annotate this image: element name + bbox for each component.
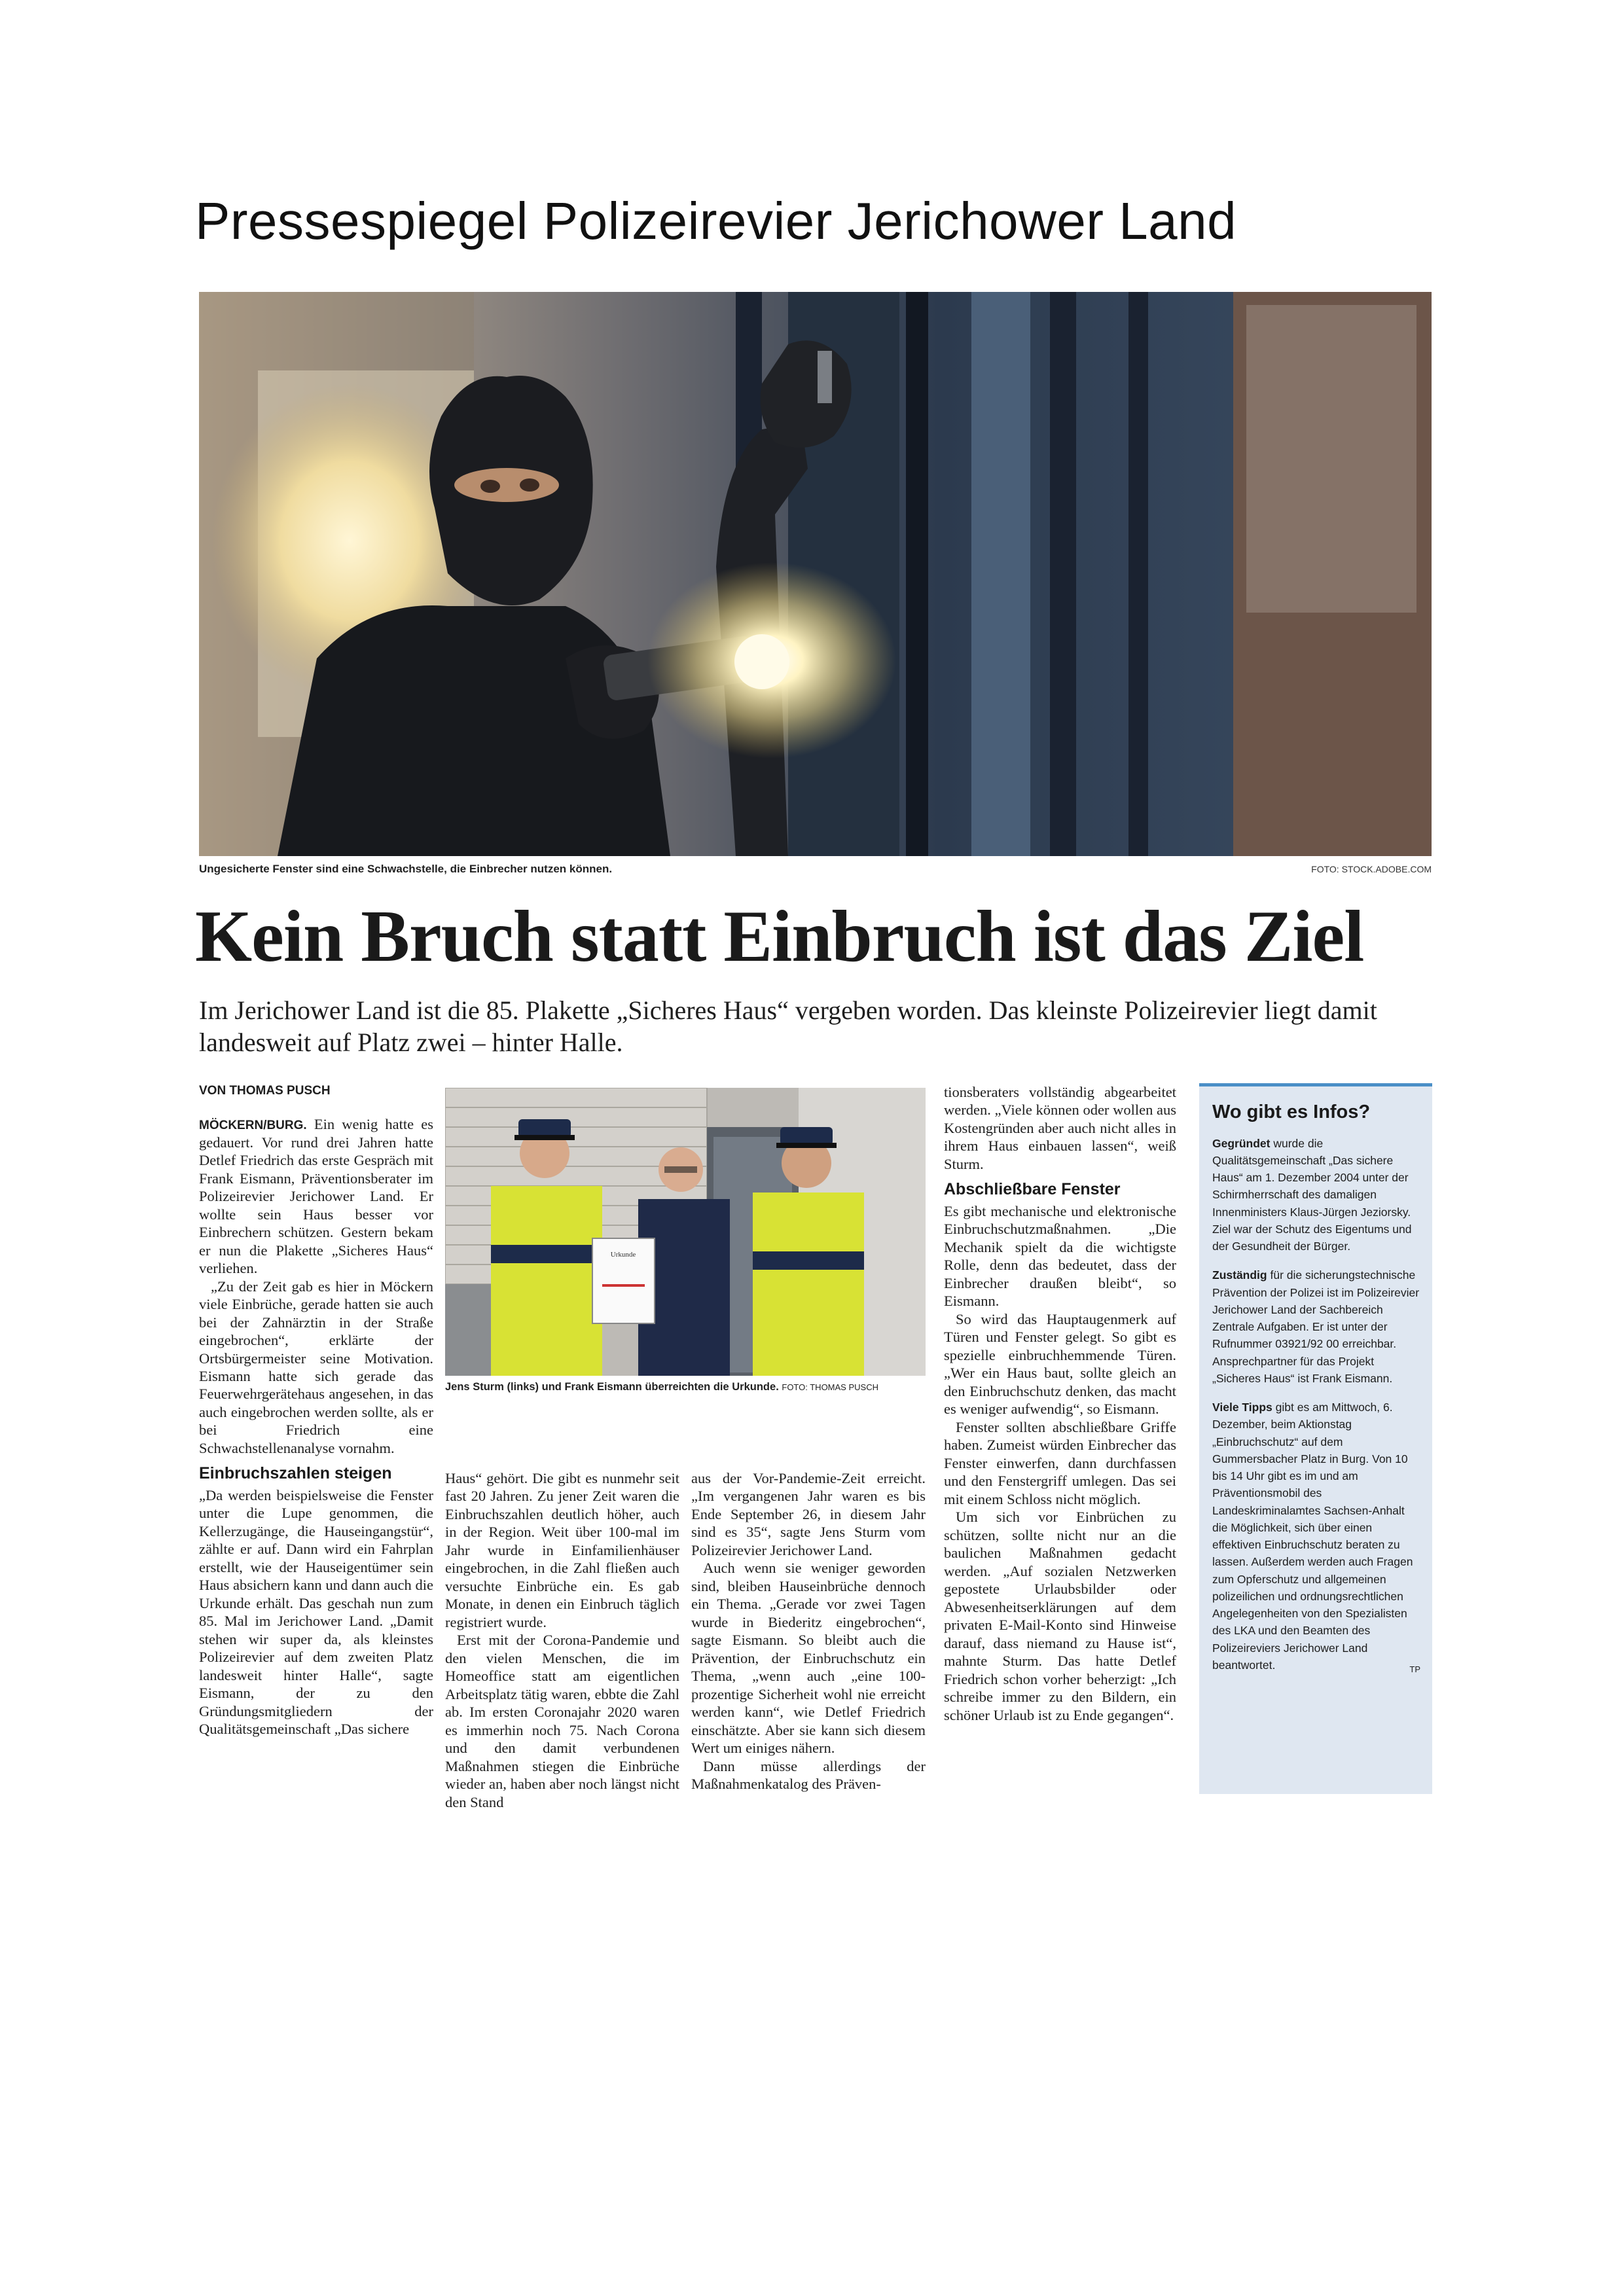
article-paragraph [199, 1115, 433, 1277]
info-text: wurde die Qualitätsgemeinschaft „Das sichere Haus“ am 1. Dezember 2004 unter der Schirmherrschaft des damaligen Innenministers Klaus-Jürgen Jeziorsky. Ziel war der Schutz des Eigentums und der Gesundheit der Bürger. [1212, 1136, 1412, 1253]
article-column-2 [445, 1469, 679, 1811]
section-heading: Einbruchszahlen steigen [199, 1464, 392, 1483]
article-paragraph: tionsberaters vollständig abgearbeitet werden. „Viele können oder wollen aus Kostengründen aber auch nicht alles in ihrem Haus einbauen lassen“, weiß Sturm. [944, 1084, 1176, 1172]
article-paragraph: Es gibt mechanische und elektronische Einbruchschutzmaßnahmen. „Die Mechanik spielt da die wichtigste Rolle, denn das bedeutet, dass der Einbrecher draußen bleibt“, so Eismann. [944, 1202, 1176, 1310]
hero-caption-text: Ungesicherte Fenster sind eine Schwachstelle, die Einbrecher nutzen können. [199, 863, 613, 875]
award-photo [445, 1088, 926, 1376]
paragraph-text: Ein wenig hatte es gedauert. Vor rund drei Jahren hatte Detlef Friedrich das erste Gespräch mit Frank Eismann, Präventionsberater im Polizeirevier Jerichower Land. Er wollte sein Haus besser vor Einbrechern schützen. Gestern bekam er nun die Plakette „Sicheres Haus“ verliehen. [199, 1116, 433, 1277]
article-paragraph: So wird das Hauptaugenmerk auf Türen und Fenster gelegt. So gibt es spezielle einbruchhemmende Türen. „Wer ein Haus baut, sollte gleich an den Einbruchschutz denken, das macht es weniger aufwendig“, so Eismann. [944, 1310, 1176, 1418]
article-paragraph: Dann müsse allerdings der Maßnahmenkatalog des Präven- [691, 1757, 926, 1793]
article-paragraph: Um sich vor Einbrüchen zu schützen, sollte nicht nur an die baulichen Maßnahmen gedacht werden. „Auf sozialen Netzwerken gepostete Urlaubsbilder oder Abwesenheitserklärungen auf dem privaten E-Mail-Konto sind Hinweise darauf, dass niemand zu Hause ist“, mahnte Sturm. Das hatte Detlef Friedrich schon vorher beherzigt: „Ich schreibe immer zu den Bildern, ein schöner Urlaub ist zu Ende gegangen“. [944, 1509, 1176, 1723]
article-paragraph: aus der Vor-Pandemie-Zeit erreicht. „Im vergangenen Jahr waren es bis Ende September 26, in diesem Jahr sind es 35“, sagte Jens Sturm vom Polizeirevier Jerichower Land. [691, 1470, 926, 1558]
author-initials: TP [1409, 1664, 1420, 1674]
article-paragraph: „Zu der Zeit gab es hier in Möckern viele Einbrüche, gerade hatten sie auch bei der Zahnärztin in der Straße eingebrochen“, erklärte der Ortsbürgermeister seine Motivation. Eismann hatte sich gerade das Feuerwehrgerätehaus angesehen, in das auch eingebrochen werden sollte, als er bei Friedrich eine Schwachstellenanalyse vornahm. [199, 1278, 433, 1456]
info-box-title: Wo gibt es Infos? [1212, 1102, 1371, 1122]
page-title: Pressespiegel Polizeirevier Jerichower Land [195, 192, 1237, 250]
byline: VON THOMAS PUSCH [199, 1084, 331, 1098]
info-text: für die sicherungstechnische Prävention der Polizei ist im Polizeirevier Jerichower Land der Sachbereich Zentrale Aufgaben. Er ist unter der Rufnummer 03921/92 00 erreichbar. Ansprechpartner für das Projekt „Sicheres Haus“ ist Frank Eismann. [1212, 1268, 1420, 1385]
article-column-3 [691, 1469, 926, 1793]
burglar-illustration [199, 292, 1432, 856]
headline: Kein Bruch statt Einbruch ist das Ziel [195, 896, 1364, 977]
subheadline: Im Jerichower Land ist die 85. Plakette „Sicheres Haus“ vergeben worden. Das kleinste Polizeirevier liegt damit landesweit auf Platz zwei – hinter Halle. [199, 996, 1377, 1057]
award-photo-caption [445, 1381, 926, 1393]
info-text: gibt es am Mittwoch, 6. Dezember, beim Aktionstag „Einbruchschutz“ auf dem Gummersbacher Platz in Burg. Von 10 bis 14 Uhr gibt es im und am Präventionsmobil des Landeskriminalamtes Sachsen-Anhalt die Möglichkeit, sich über einen effektiven Einbruchschutz beraten zu lassen. Außerdem werden auch Fragen zum Opferschutz und allgemeinen polizeilichen und ordnungsrechtlichen Angelegenheiten von den Spezialisten des LKA und den Beamten des Polizeireviers Jerichower Land beantwortet. [1212, 1401, 1413, 1672]
article-paragraph: Auch wenn sie weniger geworden sind, bleiben Hauseinbrüche dennoch ein Thema. „Gerade vor zwei Tagen wurde in Biederitz eingebrochen“, sagte Eismann. So bleibt auch die Prävention, der Einbruchschutz ein Thema, „wenn auch „eine 100-prozentige Sicherheit wohl nie erreicht werden kann“, wie Detlef Friedrich einschätzte. Aber sie kann sich diesem Wert um einiges nähern. [691, 1560, 926, 1757]
info-paragraph [1212, 1266, 1420, 1387]
article-paragraph: Erst mit der Corona-Pandemie und den vielen Menschen, die im Homeoffice statt am eigentlichen Arbeitsplatz tätig waren, ebbte die Zahl ab. Im ersten Coronajahr 2020 waren es immerhin noch 75. Nach Corona und den damit verbundenen Maßnahmen stiegen die Einbrüche wieder an, haben aber noch längst nicht den Stand [445, 1632, 679, 1810]
award-ceremony-illustration [445, 1088, 926, 1376]
certificate-label: Urkunde [610, 1251, 636, 1259]
article-column-4 [944, 1083, 1176, 1724]
info-box [1199, 1083, 1432, 1794]
info-lead: Viele Tipps [1212, 1401, 1272, 1414]
award-photo-credit: FOTO: THOMAS PUSCH [782, 1382, 878, 1392]
info-lead: Zuständig [1212, 1268, 1267, 1282]
hero-caption [199, 863, 1432, 882]
section-heading: Abschließbare Fenster [944, 1180, 1121, 1199]
info-paragraph [1212, 1135, 1420, 1255]
hero-photo-credit: FOTO: STOCK.ADOBE.COM [1311, 864, 1432, 874]
article-paragraph: „Da werden beispielsweise die Fenster unter die Lupe genommen, die Kellerzugänge, die Hauseingangstür“, zählte er auf. Dann wird ein Fahrplan erstellt, wie der Hauseigentümer sein Haus absichern kann und dann auch die Urkunde erhält. Das geschah nun zum 85. Mal im Jerichower Land. „Damit stehen wir super da, als kleinstes Polizeirevier auf dem zweiten Platz landesweit hinter Halle“, sagte Eismann, der zu den Gründungsmitgliedern der Qualitätsgemeinschaft „Das sichere [199, 1486, 433, 1738]
info-paragraph [1212, 1399, 1420, 1674]
dateline: MÖCKERN/BURG. [199, 1119, 307, 1133]
hero-photo [199, 292, 1432, 856]
article-paragraph: Haus“ gehört. Die gibt es nunmehr seit fast 20 Jahren. Zu jener Zeit waren die Einbruchszahlen deutlich höher, auch in der Region. Weit über 100-mal im Jahr wurde in Einfamilienhäuser eingebrochen, in die Zahl fließen auch versuchte Einbrüche ein. Es gab Monate, in denen ein Einbruch täglich registriert wurde. [445, 1470, 679, 1630]
article-column-1 [199, 1083, 433, 1738]
info-lead: Gegründet [1212, 1136, 1271, 1150]
article-paragraph: Fenster sollten abschließbare Griffe haben. Zumeist würden Einbrecher das Fenster einwerfen, dann durchfassen und den Fenstergriff umlegen. Das sei mit einem Schloss nicht möglich. [944, 1418, 1176, 1507]
award-caption-text: Jens Sturm (links) und Frank Eismann überreichten die Urkunde. [445, 1381, 779, 1393]
